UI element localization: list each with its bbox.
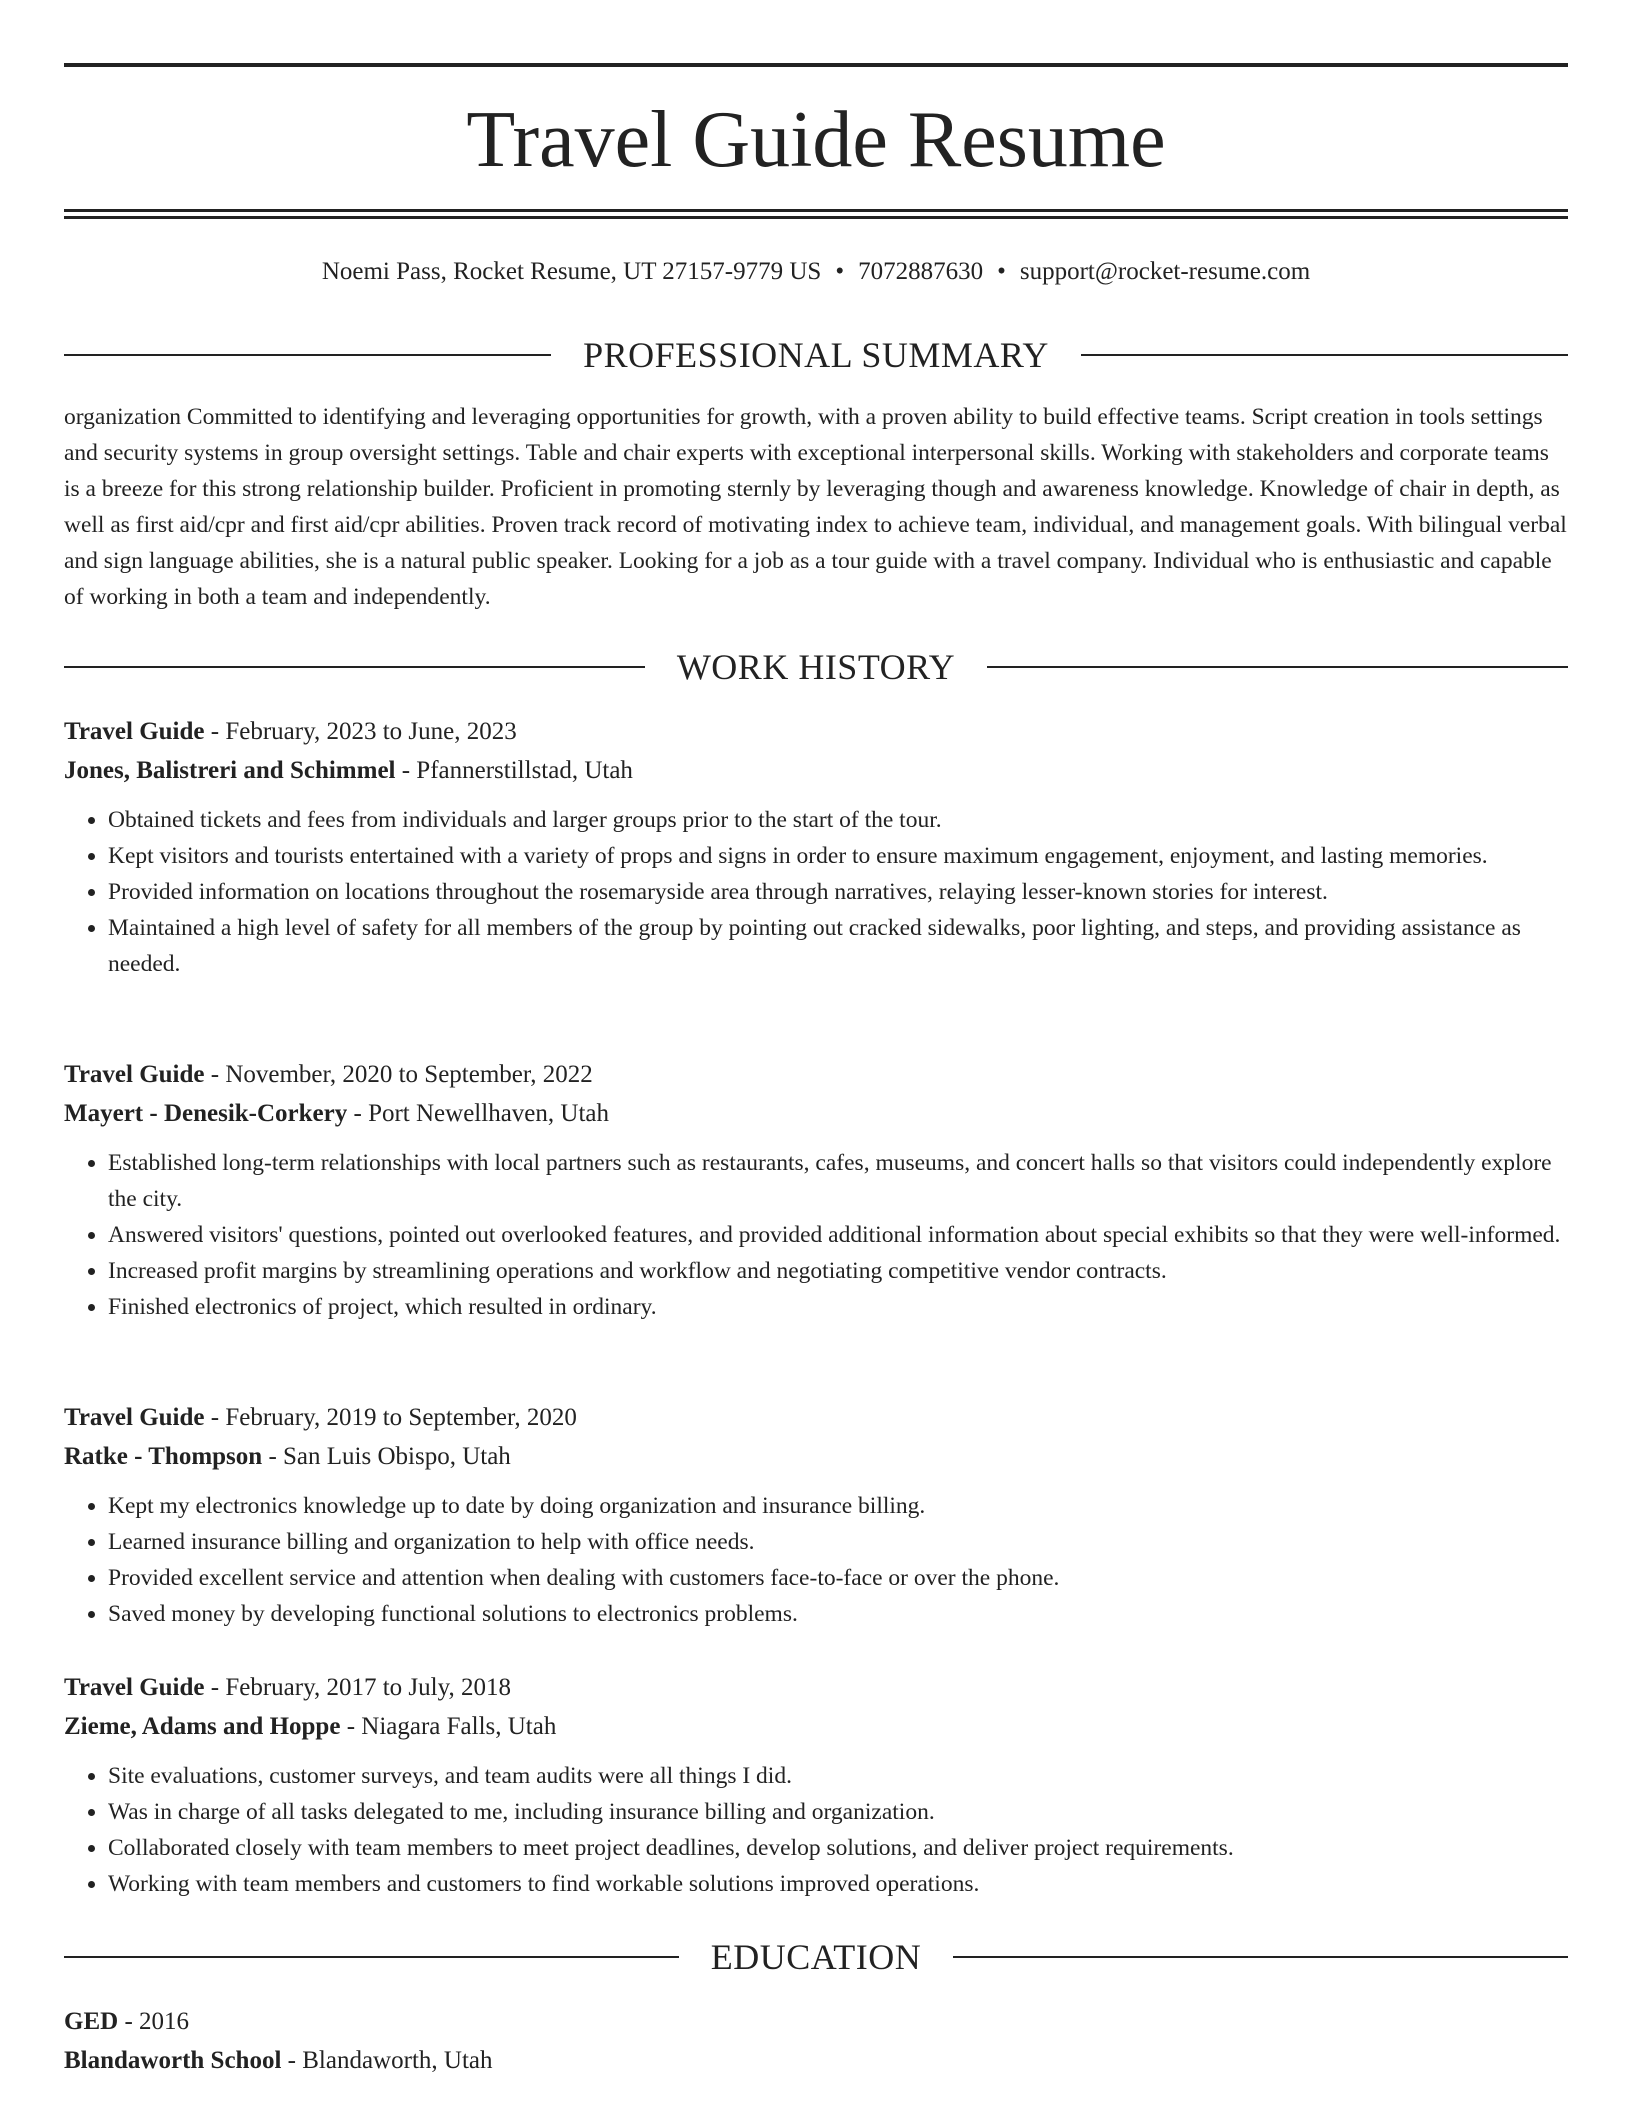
top-rule: [64, 63, 1568, 67]
job-bullets: [64, 1488, 1568, 1632]
job-bullet: • Provided excellent service and attention when dealing with customers face-to-face or over the phone.: [108, 1560, 1568, 1596]
job-dates: - February, 2017 to July, 2018: [204, 1674, 511, 1701]
heading-rule: [987, 666, 1568, 668]
heading-rule: [64, 354, 551, 356]
job-company: Ratke - Thompson: [64, 1443, 263, 1470]
job-bullet: • Working with team members and customers to find workable solutions improved operations.: [108, 1866, 1568, 1902]
job-location: - Niagara Falls, Utah: [340, 1713, 557, 1740]
resume-title: Travel Guide Resume: [466, 96, 1166, 184]
job-bullet: • Established long-term relationships with local partners such as restaurants, cafes, museums, and concert halls so that visitors could independently explore the city.: [108, 1145, 1568, 1217]
job-bullet: • Provided information on locations throughout the rosemaryside area through narratives, relaying lesser-known stories for interest.: [108, 874, 1568, 910]
job-title: Travel Guide: [64, 1674, 205, 1701]
job-bullet: • Maintained a high level of safety for all members of the group by pointing out cracked sidewalks, poor lighting, and steps, and providing assistance as needed.: [108, 910, 1568, 982]
professional-summary: organization Committed to identifying and leveraging opportunities for growth, with a proven ability to build effective teams. Script creation in tools settings and security systems in group oversight settings. Table and chair experts with exceptional interpersonal skills. Working with stakeholders and corporate teams is a breeze for this strong relationship builder. Proficient in promoting sternly by leveraging though and awareness knowledge. Knowledge of chair in depth, as well as first aid/cpr and first aid/cpr abilities. Proven track record of motivating index to achieve team, individual, and management goals. With bilingual verbal and sign language abilities, she is a natural public speaker. Looking for a job as a tour guide with a travel company. Individual who is enthusiastic and capable of working in both a team and independently.: [64, 404, 1567, 610]
job-bullets: [64, 1758, 1568, 1902]
job-entry: [64, 1398, 1568, 1632]
job-dates: - February, 2023 to June, 2023: [204, 718, 517, 745]
job-entry: [64, 712, 1568, 982]
contact-phone: 7072887630: [858, 258, 984, 285]
job-bullet: • Was in charge of all tasks delegated to me, including insurance billing and organization.: [108, 1794, 1568, 1830]
job-bullet: • Finished electronics of project, which resulted in ordinary.: [108, 1289, 1568, 1325]
job-title: Travel Guide: [64, 718, 205, 745]
job-dates: - November, 2020 to September, 2022: [204, 1061, 593, 1088]
education-heading-label: EDUCATION: [710, 1937, 922, 1977]
work-history-section-heading: [64, 645, 1568, 689]
job-title: Travel Guide: [64, 1061, 205, 1088]
contact-line: [64, 256, 1568, 288]
heading-rule: [953, 1956, 1568, 1958]
education-school: Blandaworth School: [64, 2047, 282, 2074]
education-year: - 2016: [118, 2008, 190, 2035]
job-bullet: • Kept my electronics knowledge up to date by doing organization and insurance billing.: [108, 1488, 1568, 1524]
job-bullet: • Obtained tickets and fees from individuals and larger groups prior to the start of the tour.: [108, 802, 1568, 838]
job-bullet: • Learned insurance billing and organization to help with office needs.: [108, 1524, 1568, 1560]
job-company: Jones, Balistreri and Schimmel: [64, 757, 396, 784]
education-degree: GED: [64, 2008, 119, 2035]
job-company: Zieme, Adams and Hoppe: [64, 1713, 341, 1740]
summary-heading-label: PROFESSIONAL SUMMARY: [583, 335, 1049, 375]
job-entry: [64, 1668, 1568, 1902]
job-bullet: • Collaborated closely with team members to meet project deadlines, develop solutions, and deliver project requirements.: [108, 1830, 1568, 1866]
education-section-heading: [64, 1935, 1568, 1979]
job-bullet: • Saved money by developing functional solutions to electronics problems.: [108, 1596, 1568, 1632]
job-location: - San Luis Obispo, Utah: [262, 1443, 511, 1470]
contact-email: support@rocket-resume.com: [1019, 258, 1311, 285]
job-dates: - February, 2019 to September, 2020: [204, 1404, 577, 1431]
job-bullet: • Site evaluations, customer surveys, and team audits were all things I did.: [108, 1758, 1568, 1794]
job-bullets: [64, 802, 1568, 982]
job-entry: [64, 1055, 1568, 1325]
heading-rule: [64, 666, 645, 668]
heading-rule: [64, 1956, 679, 1958]
job-company: Mayert - Denesik-Corkery: [64, 1100, 348, 1127]
job-bullet: • Kept visitors and tourists entertained with a variety of props and signs in order to ensure maximum engagement, enjoyment, and lasting memories.: [108, 838, 1568, 874]
contact-separator: •: [997, 258, 1006, 285]
job-location: - Pfannerstillstad, Utah: [395, 757, 633, 784]
job-title: Travel Guide: [64, 1404, 205, 1431]
contact-address: Noemi Pass, Rocket Resume, UT 27157-9779 US: [321, 258, 822, 285]
contact-separator: •: [835, 258, 845, 285]
work-history-heading-label: WORK HISTORY: [676, 647, 956, 687]
education-location: - Blandaworth, Utah: [281, 2047, 493, 2074]
job-bullets: [64, 1145, 1568, 1325]
job-bullet: • Increased profit margins by streamlining operations and workflow and negotiating competitive vendor contracts.: [108, 1253, 1568, 1289]
summary-section-heading: [64, 333, 1568, 377]
education-entry: [64, 2002, 1568, 2080]
title-double-rule: [64, 209, 1568, 219]
heading-rule: [1081, 354, 1568, 356]
job-bullet: • Answered visitors' questions, pointed out overlooked features, and provided additional information about special exhibits so that they were well-informed.: [108, 1217, 1568, 1253]
job-location: - Port Newellhaven, Utah: [347, 1100, 609, 1127]
